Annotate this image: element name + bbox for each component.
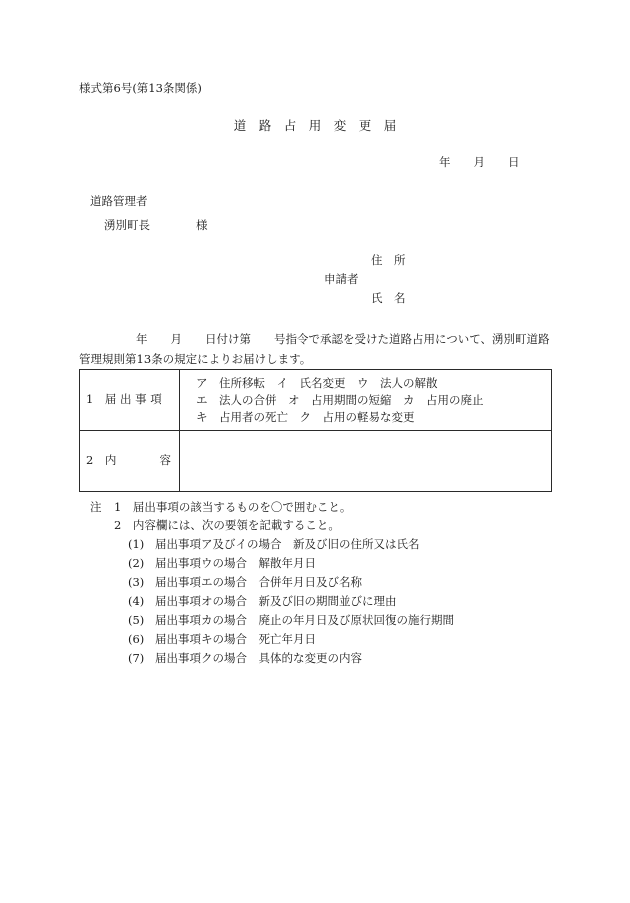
addressee-name: 湧別町長 様 bbox=[104, 218, 208, 232]
note-sub-number: (5) bbox=[128, 613, 145, 627]
note-sub-item bbox=[128, 634, 316, 646]
option-line: エ 法人の合併 オ 占用期間の短縮 カ 占用の廃止 bbox=[196, 392, 484, 407]
note-sub-number: (4) bbox=[128, 594, 145, 608]
note-sub-item bbox=[128, 558, 316, 570]
option-line: ア 住所移転 イ 氏名変更 ウ 法人の解散 bbox=[196, 375, 438, 390]
content-label-right: 容 bbox=[159, 453, 171, 468]
note-sub-number: (7) bbox=[128, 651, 145, 665]
content-label bbox=[80, 431, 180, 492]
body-text: 年 月 日付け第 号指令で承認を受けた道路占用について、湧別町道路管理規則第13条の規定によりお届けします。 bbox=[79, 332, 550, 366]
table-row bbox=[80, 431, 552, 492]
note-sub-item bbox=[128, 615, 454, 627]
note-sub-number: (2) bbox=[128, 556, 145, 570]
notes-heading: 注 bbox=[90, 500, 102, 514]
table-row bbox=[80, 370, 552, 431]
note-sub-number: (1) bbox=[128, 537, 145, 551]
form-number: 様式第6号(第13条関係) bbox=[79, 81, 202, 95]
option-line: キ 占用者の死亡 ク 占用の軽易な変更 bbox=[196, 409, 415, 424]
addressee-org: 道路管理者 bbox=[90, 194, 148, 208]
note-sub-item bbox=[128, 577, 362, 589]
note-sub-number: (6) bbox=[128, 632, 145, 646]
notification-items-label: 1 届 出 事 項 bbox=[80, 370, 180, 431]
note-item: 2 内容欄には、次の要領を記載すること。 bbox=[114, 518, 340, 532]
note-sub-text: 届出事項ウの場合 解散年月日 bbox=[155, 556, 316, 570]
date-line: 年 月 日 bbox=[439, 155, 520, 169]
note-sub-text: 届出事項エの場合 合併年月日及び名称 bbox=[155, 575, 362, 589]
note-sub-item bbox=[128, 653, 362, 665]
note-sub-text: 届出事項オの場合 新及び旧の期間並びに理由 bbox=[155, 594, 397, 608]
note-sub-text: 届出事項クの場合 具体的な変更の内容 bbox=[155, 651, 362, 665]
note-sub-item bbox=[128, 539, 420, 551]
notification-options bbox=[180, 370, 552, 431]
applicant-label: 申請者 bbox=[324, 272, 359, 286]
note-sub-text: 届出事項ア及びイの場合 新及び旧の住所又は氏名 bbox=[155, 537, 420, 551]
content-label-left: 2 内 bbox=[86, 453, 117, 468]
note-sub-text: 届出事項キの場合 死亡年月日 bbox=[155, 632, 316, 646]
items-table bbox=[79, 369, 552, 492]
applicant-address-label: 住 所 bbox=[371, 253, 406, 267]
applicant-name-label: 氏 名 bbox=[371, 291, 406, 305]
note-item: 1 届出事項の該当するものを〇で囲むこと。 bbox=[114, 500, 352, 514]
note-sub-text: 届出事項カの場合 廃止の年月日及び原状回復の施行期間 bbox=[155, 613, 454, 627]
document-title: 道 路 占 用 変 更 届 bbox=[233, 118, 397, 133]
content-field[interactable] bbox=[180, 431, 552, 492]
note-sub-number: (3) bbox=[128, 575, 145, 589]
note-sub-item bbox=[128, 596, 397, 608]
